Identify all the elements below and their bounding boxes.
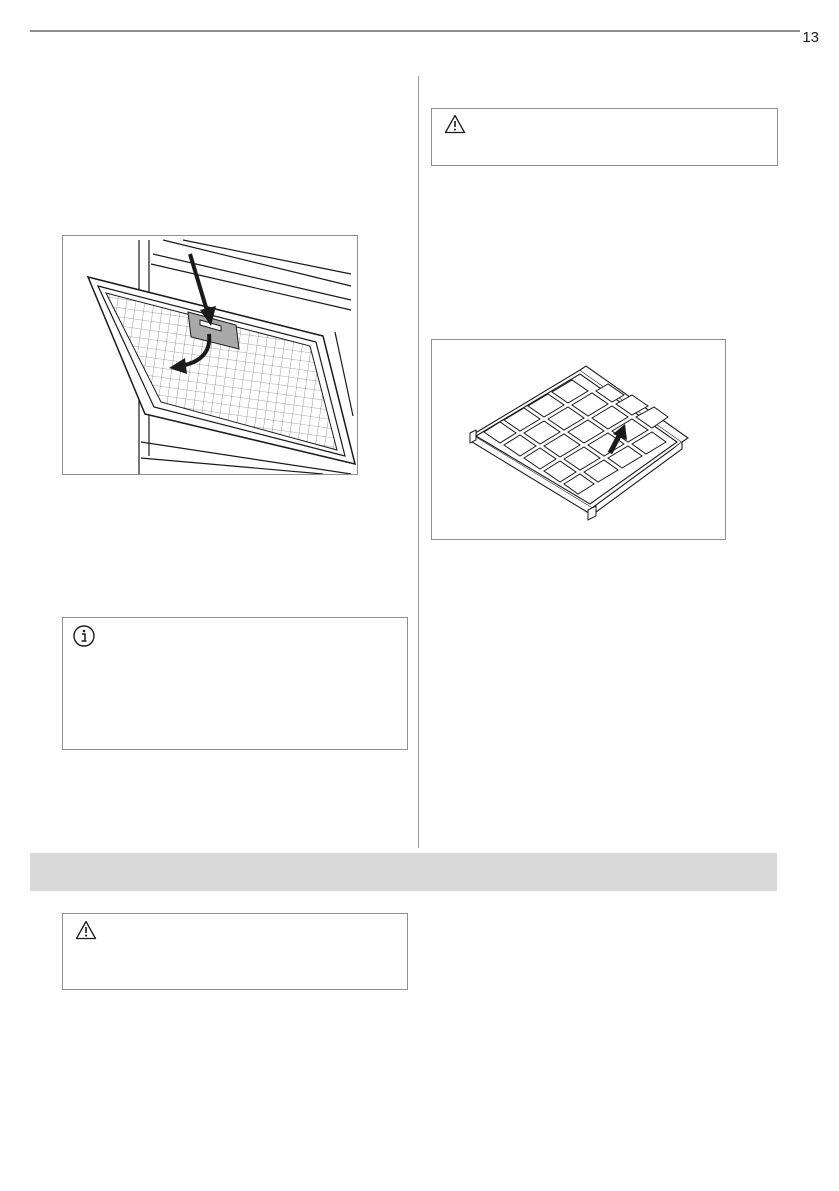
warning-notice-box-top xyxy=(431,108,778,166)
warning-icon xyxy=(444,114,466,134)
figure-carbon-filter xyxy=(431,339,726,540)
warning-icon xyxy=(75,920,97,940)
carbon-filter-frame-illustration xyxy=(432,340,725,539)
warning-notice-box-bottom xyxy=(62,913,408,990)
info-notice-box xyxy=(62,617,408,750)
info-icon xyxy=(72,624,96,648)
grease-filter-removal-illustration xyxy=(63,236,357,474)
section-heading-band xyxy=(30,853,777,891)
figure-grease-filter xyxy=(62,235,358,475)
column-divider xyxy=(418,76,419,848)
page-number: 13 xyxy=(802,29,819,46)
